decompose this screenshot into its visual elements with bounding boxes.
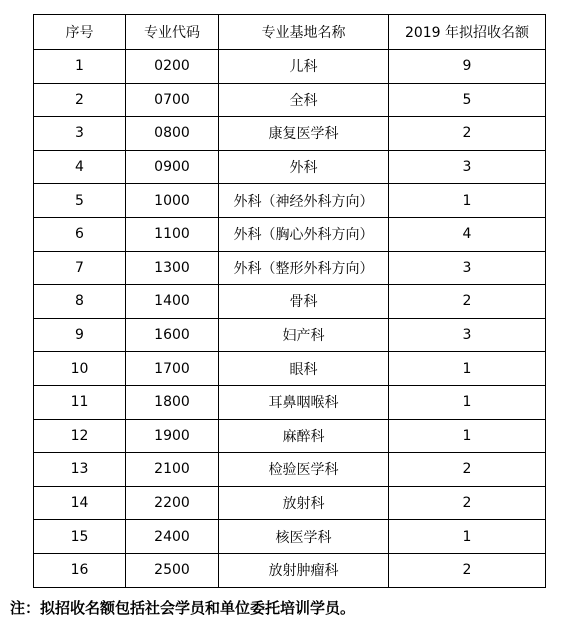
table-row <box>34 453 546 487</box>
base-name-cell: 耳鼻咽喉科 <box>219 385 389 419</box>
serial-number-cell: 14 <box>34 486 126 520</box>
specialty-code-cell: 2500 <box>126 553 219 587</box>
table-row <box>34 150 546 184</box>
quota-cell: 1 <box>389 520 546 554</box>
footnote: 注：拟招收名额包括社会学员和单位委托培训学员。 <box>10 599 356 617</box>
base-name-cell: 外科（整形外科方向） <box>219 251 389 285</box>
specialty-code-cell: 1000 <box>126 184 219 218</box>
serial-number-cell: 13 <box>34 453 126 487</box>
serial-number-cell: 8 <box>34 285 126 319</box>
serial-number-cell: 10 <box>34 352 126 386</box>
table-row <box>34 553 546 587</box>
specialty-code-cell: 2200 <box>126 486 219 520</box>
serial-number-cell: 11 <box>34 385 126 419</box>
specialty-code-cell: 1600 <box>126 318 219 352</box>
table-row <box>34 486 546 520</box>
quota-cell: 9 <box>389 50 546 84</box>
table-row <box>34 217 546 251</box>
serial-number-cell: 15 <box>34 520 126 554</box>
base-name-cell: 核医学科 <box>219 520 389 554</box>
specialty-code-cell: 2100 <box>126 453 219 487</box>
serial-number-cell: 9 <box>34 318 126 352</box>
base-name-cell: 放射肿瘤科 <box>219 553 389 587</box>
specialty-code-cell: 1900 <box>126 419 219 453</box>
specialty-code-cell: 1300 <box>126 251 219 285</box>
table-row <box>34 352 546 386</box>
serial-number-cell: 16 <box>34 553 126 587</box>
quota-cell: 2 <box>389 486 546 520</box>
table-row <box>34 419 546 453</box>
table-row <box>34 285 546 319</box>
enrollment-quota-table <box>33 14 546 588</box>
base-name-cell: 放射科 <box>219 486 389 520</box>
base-name-cell: 外科（神经外科方向） <box>219 184 389 218</box>
quota-cell: 2 <box>389 117 546 151</box>
table-row <box>34 385 546 419</box>
specialty-code-cell: 0900 <box>126 150 219 184</box>
table-row <box>34 184 546 218</box>
quota-cell: 1 <box>389 385 546 419</box>
quota-cell: 1 <box>389 419 546 453</box>
quota-cell: 3 <box>389 251 546 285</box>
quota-cell: 2 <box>389 453 546 487</box>
table-header-row <box>34 15 546 50</box>
table-row <box>34 83 546 117</box>
serial-number-cell: 7 <box>34 251 126 285</box>
header-base-name: 专业基地名称 <box>219 15 389 50</box>
base-name-cell: 妇产科 <box>219 318 389 352</box>
quota-cell: 2 <box>389 285 546 319</box>
table-row <box>34 117 546 151</box>
specialty-code-cell: 1800 <box>126 385 219 419</box>
base-name-cell: 麻醉科 <box>219 419 389 453</box>
base-name-cell: 检验医学科 <box>219 453 389 487</box>
table-row <box>34 520 546 554</box>
quota-cell: 3 <box>389 318 546 352</box>
base-name-cell: 康复医学科 <box>219 117 389 151</box>
base-name-cell: 外科 <box>219 150 389 184</box>
table-row <box>34 50 546 84</box>
serial-number-cell: 3 <box>34 117 126 151</box>
specialty-code-cell: 1700 <box>126 352 219 386</box>
header-quota-2019: 2019 年拟招收名额 <box>389 15 546 50</box>
serial-number-cell: 5 <box>34 184 126 218</box>
specialty-code-cell: 0200 <box>126 50 219 84</box>
serial-number-cell: 1 <box>34 50 126 84</box>
base-name-cell: 儿科 <box>219 50 389 84</box>
serial-number-cell: 12 <box>34 419 126 453</box>
table-row <box>34 251 546 285</box>
table-body <box>34 50 546 588</box>
quota-cell: 1 <box>389 352 546 386</box>
base-name-cell: 眼科 <box>219 352 389 386</box>
quota-cell: 2 <box>389 553 546 587</box>
specialty-code-cell: 1100 <box>126 217 219 251</box>
table-row <box>34 318 546 352</box>
serial-number-cell: 6 <box>34 217 126 251</box>
header-specialty-code: 专业代码 <box>126 15 219 50</box>
header-serial-number: 序号 <box>34 15 126 50</box>
serial-number-cell: 4 <box>34 150 126 184</box>
specialty-code-cell: 0800 <box>126 117 219 151</box>
specialty-code-cell: 1400 <box>126 285 219 319</box>
quota-cell: 3 <box>389 150 546 184</box>
serial-number-cell: 2 <box>34 83 126 117</box>
quota-cell: 4 <box>389 217 546 251</box>
specialty-code-cell: 2400 <box>126 520 219 554</box>
specialty-code-cell: 0700 <box>126 83 219 117</box>
base-name-cell: 骨科 <box>219 285 389 319</box>
quota-cell: 5 <box>389 83 546 117</box>
base-name-cell: 外科（胸心外科方向） <box>219 217 389 251</box>
base-name-cell: 全科 <box>219 83 389 117</box>
quota-cell: 1 <box>389 184 546 218</box>
